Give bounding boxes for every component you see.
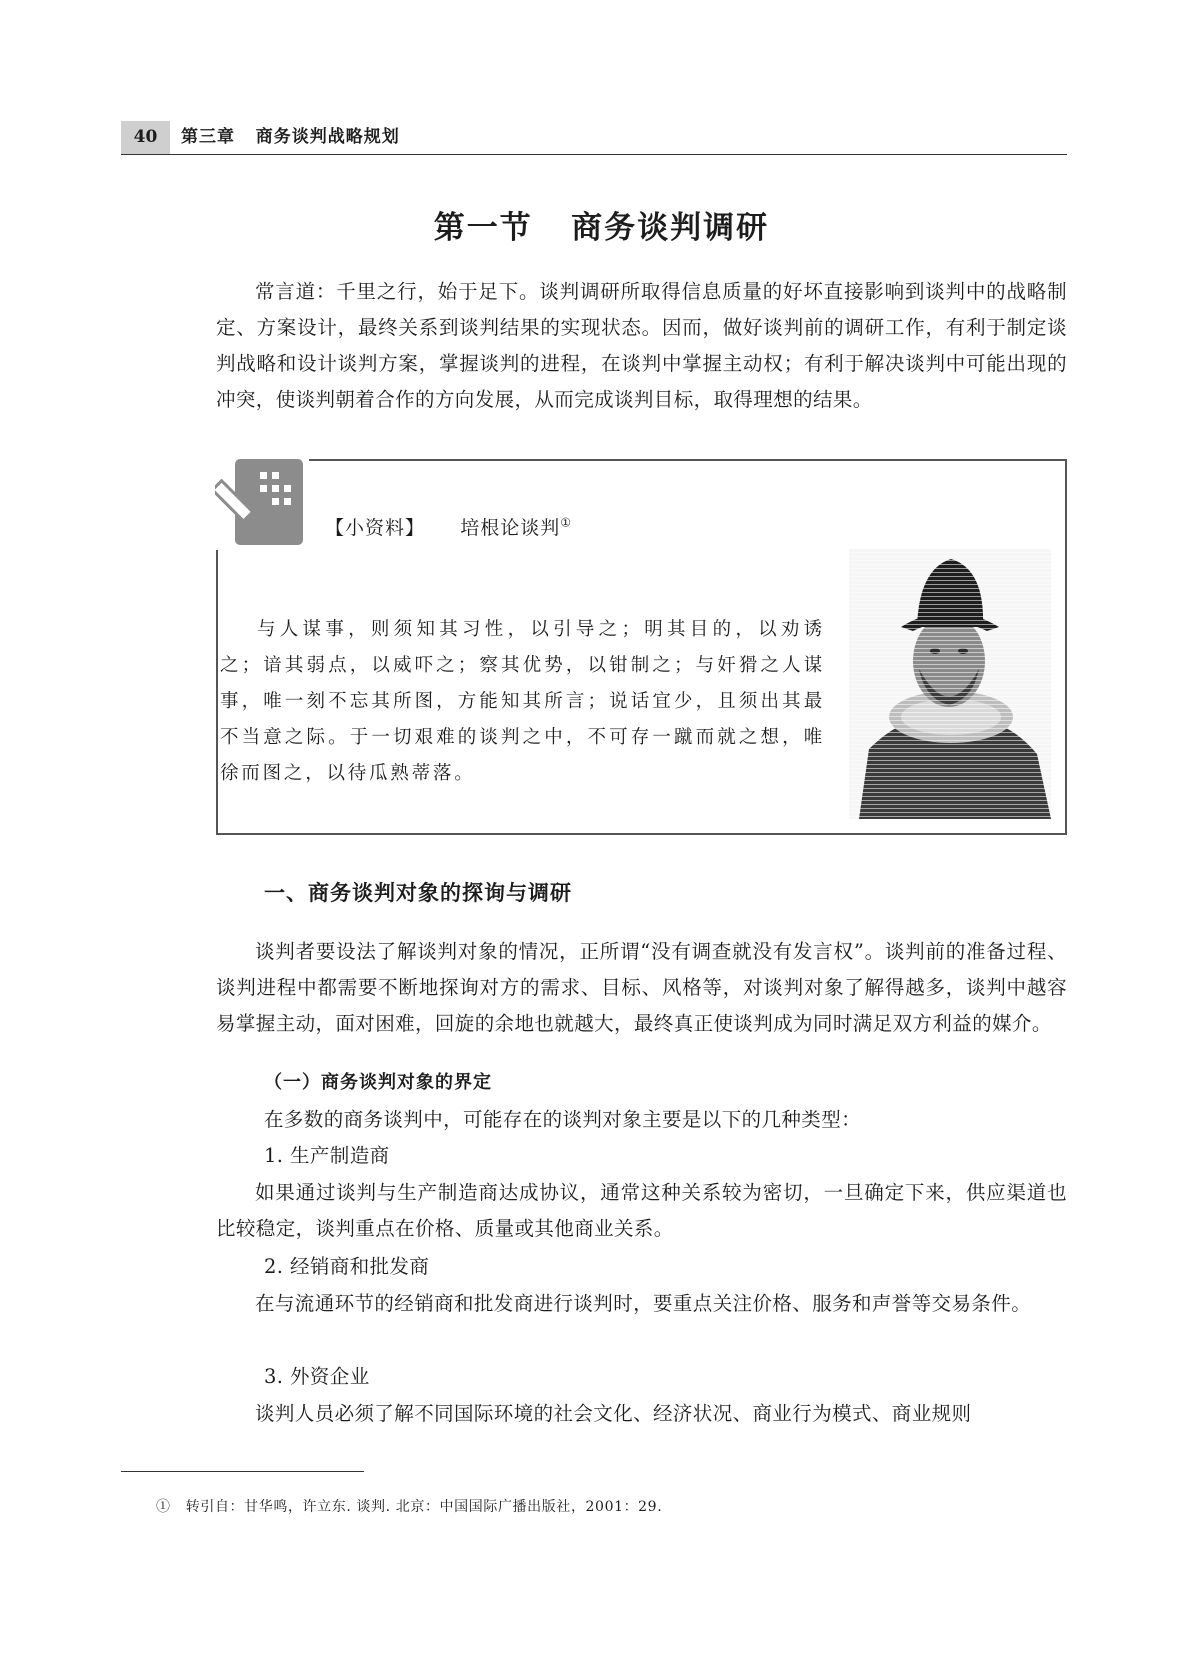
list-item-title: 1. 生产制造商 <box>264 1144 390 1167</box>
pen-notepad-icon <box>215 457 309 550</box>
footnote-marker: ① <box>560 515 572 530</box>
portrait-image <box>849 549 1051 819</box>
list-item-title: 2. 经销商和批发商 <box>264 1255 430 1278</box>
list-item-title: 3. 外资企业 <box>264 1365 370 1388</box>
page-number: 40 <box>121 121 170 154</box>
running-head <box>121 121 1067 155</box>
list-item-text: 如果通过谈判与生产制造商达成协议，通常这种关系较为密切，一旦确定下来，供应渠道也比较稳定，谈判重点在价格、质量或其他商业关系。 <box>216 1181 1067 1240</box>
intro-paragraph: 常言道：千里之行，始于足下。谈判调研所取得信息质量的好坏直接影响到谈判中的战略制定、方案设计，最终关系到谈判结果的实现状态。因而，做好谈判前的调研工作，有利于制定谈判战略和设计谈判方案，掌握谈判的进程，在谈判中掌握主动权；有利于解决谈判中可能出现的冲突，使谈判朝着合作的方向发展，从而完成谈判目标，取得理想的结果。 <box>216 280 1067 411</box>
section-title: 第一节 商务谈判调研 <box>433 210 770 246</box>
list-item-text: 在与流通环节的经销商和批发商进行谈判时，要重点关注价格、服务和声誉等交易条件。 <box>255 1292 1032 1315</box>
sidebar-label: 【小资料】 培根论谈判① <box>325 515 572 539</box>
section-heading: 一、商务谈判对象的探询与调研 <box>264 881 572 905</box>
footnote: ① 转引自：甘华鸣，许立东. 谈判. 北京：中国国际广播出版社，2001：29. <box>156 1499 663 1515</box>
section-paragraph: 谈判者要设法了解谈判对象的情况，正所谓“没有调查就没有发言权”。谈判前的准备过程、谈判进程中都需要不断地探询对方的需求、目标、风格等，对谈判对象了解得越多，谈判中越容易掌握主动，面对困难，回旋的余地也就越大，最终真正使谈判成为同时满足双方利益的媒介。 <box>216 940 1067 1035</box>
list-lead: 在多数的商务谈判中，可能存在的谈判对象主要是以下的几种类型： <box>264 1108 862 1131</box>
list-item-text: 谈判人员必须了解不同国际环境的社会文化、经济状况、商业行为模式、商业规则 <box>255 1402 972 1425</box>
chapter-title: 第三章 商务谈判战略规划 <box>181 127 400 147</box>
footnote-rule <box>121 1471 364 1472</box>
sidebar-text: 与人谋事，则须知其习性，以引导之；明其目的，以劝诱之；谙其弱点，以威吓之；察其优势，以钳制之；与奸猾之人谋事，唯一刻不忘其所图，方能知其所言；说话宜少，且须出其最不当意之际。于一切艰难的谈判之中，不可存一蹴而就之想，唯徐而图之，以待瓜熟蒂落。 <box>220 619 825 784</box>
subsection-heading: （一）商务谈判对象的界定 <box>264 1072 492 1093</box>
